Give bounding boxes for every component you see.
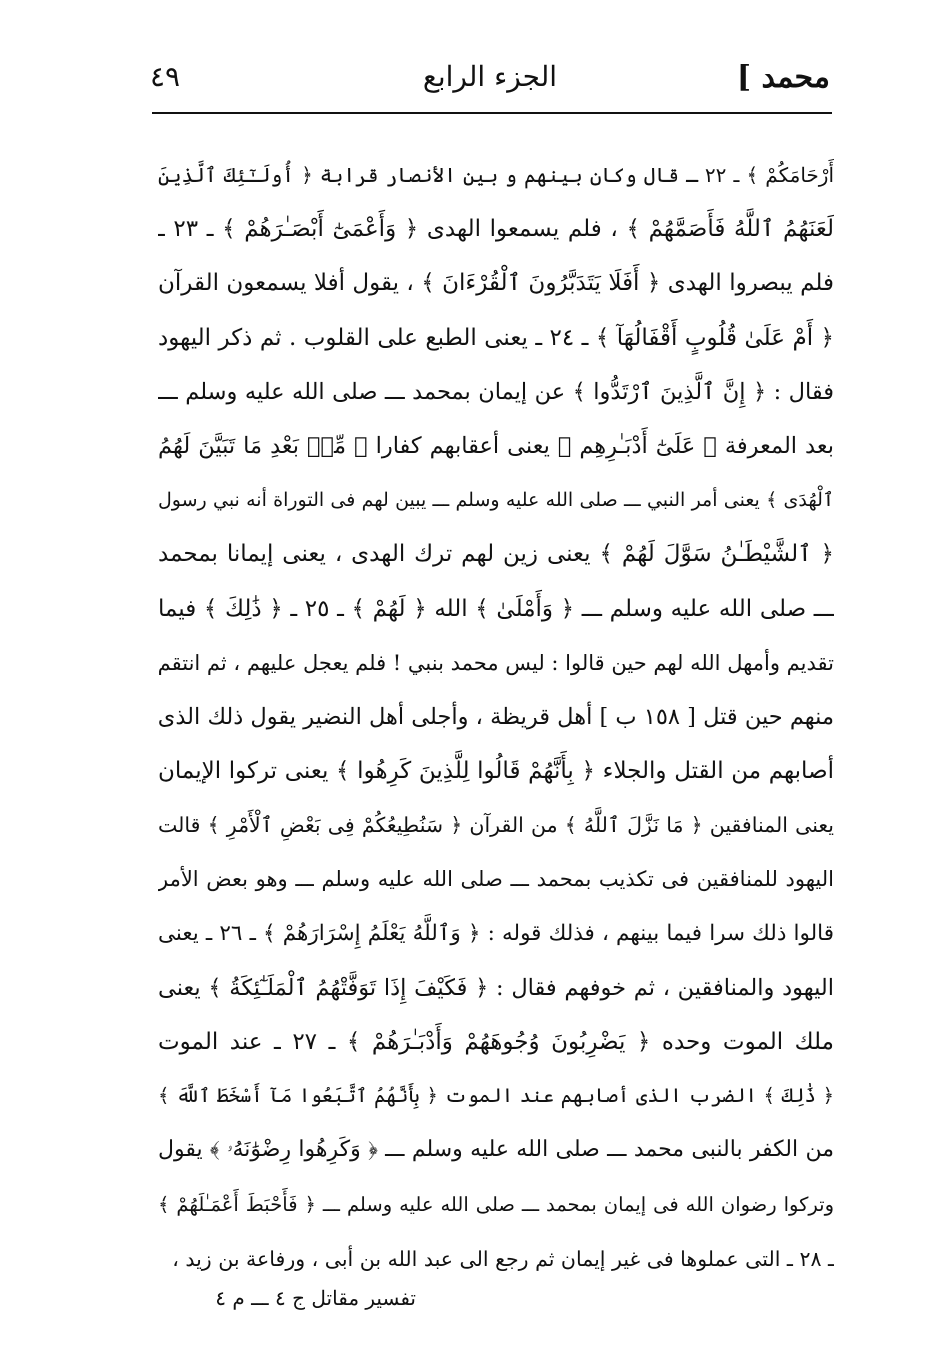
part-title: الجزء الرابع bbox=[422, 60, 558, 93]
text-line: ـــ صلى الله عليه وسلم ـــ ﴿ وَأَمْلَىٰ ﴾ الله ﴿ لَهُمْ ﴾ ـ ٢٥ ـ ﴿ ذَٰلِكَ ﴾ فيما bbox=[158, 595, 834, 622]
text-line: يعنى المنافقين ﴿ مَا نَزَّلَ ٱللَّهُ ﴾ من القرآن ﴿ سَنُطِيعُكُمْ فِى بَعْضِ ٱلْأَمْرِ ﴾ قالت bbox=[158, 813, 834, 838]
text-line: ﴿ أَمْ عَلَىٰ قُلُوبٍ أَقْفَالُهَآ ﴾ ـ ٢٤ ـ يعنى الطبع على القلوب . ثم ذكر اليهود bbox=[158, 324, 834, 351]
text-line: فقال : ﴿ إِنَّ ٱلَّذِينَ ٱرْتَدُّوا ﴾ عن إيمان بمحمد ـــ صلى الله عليه وسلم ـــ bbox=[158, 378, 834, 405]
text-line: من الكفر بالنبى محمد ـــ صلى الله عليه وسلم ـــ ﴿ وَكَرِهُوا رِضْوَٰنَهُۥ ﴾ يقول bbox=[158, 1137, 834, 1163]
text-line: اليهود والمنافقين ، ثم خوفهم فقال : ﴿ فَكَيْفَ إِذَا تَوَفَّتْهُمُ ٱلْمَلَـٰٓئِكَةُ ﴾ يعنى bbox=[158, 974, 834, 1001]
text-line: ـ ٢٨ ـ التى عملوها فى غير إيمان ثم رجع الى عبد الله بن أبى ، ورفاعة بن زيد ، bbox=[172, 1246, 834, 1271]
header-rule bbox=[152, 112, 832, 114]
commentary-body bbox=[158, 148, 834, 1286]
text-line: ﴿ ذَٰلِكَ ﴾ الضرب الذى أصابهم عند الموت ﴿ بِأَنَّهُمُ ٱتَّبَعُوا مَآ أَسْخَطَ ٱللَّهَ ﴾ bbox=[158, 1084, 834, 1108]
surah-title: محمد ] bbox=[736, 60, 830, 95]
text-line: لَعَنَهُمُ ٱللَّهُ فَأَصَمَّهُمْ ﴾ ، فلم يسمعوا الهدى ﴿ وَأَعْمَىٰٓ أَبْصَـٰرَهُمْ ﴾ ـ ٢٣ ـ bbox=[158, 216, 834, 243]
signature-line: تفسير مقاتل ج ٤ ـــ م ٤ bbox=[215, 1286, 416, 1310]
text-line: منهم حين قتل [ ١٥٨ ب ] أهل قريظة ، وأجلى أهل النضير يقول ذلك الذى bbox=[158, 703, 834, 730]
text-line: ملك الموت وحده ﴿ يَضْرِبُونَ وُجُوهَهُمْ وَأَدْبَـٰرَهُمْ ﴾ ـ ٢٧ ـ عند الموت bbox=[158, 1029, 834, 1055]
page-number: ٤٩ bbox=[150, 60, 181, 93]
text-line: ٱلْهُدَى ﴾ يعنى أمر النبي ـــ صلى الله عليه وسلم ـــ يبين لهم فى التوراة أنه نبي رسول bbox=[158, 489, 834, 512]
text-line: تقديم وأمهل الله لهم حين قالوا : ليس محمد بنبي ! فلم يعجل عليهم ، ثم انتقم bbox=[158, 650, 834, 675]
text-line: اليهود للمنافقين فى تكذيب بمحمد ـــ صلى الله عليه وسلم ـــ وهو بعض الأمر bbox=[158, 867, 834, 892]
running-header bbox=[150, 60, 830, 110]
text-line: أَرْحَامَكُمْ ﴾ ـ ٢٢ ـ قال وكان بينهم و بين الأنصار قرابة ﴿ أُولَـٰٓئِكَ ٱلَّذِينَ bbox=[158, 163, 834, 187]
text-line: أصابهم من القتل والجلاء ﴿ بِأَنَّهُمْ قَالُوا لِلَّذِينَ كَرِهُوا ﴾ يعنى تركوا الإيمان bbox=[158, 758, 834, 785]
text-line: فلم يبصروا الهدى ﴿ أَفَلَا يَتَدَبَّرُونَ ٱلْقُرْءَانَ ﴾ ، يقول أفلا يسمعون القرآن bbox=[158, 270, 834, 297]
text-line: بعد المعرفة ﴿ عَلَىٰٓ أَدْبَـٰرِهِم ﴾ يعنى أعقابهم كفارا ﴿ مِّنۢ بَعْدِ مَا تَبَيَّنَ لَهُمُ bbox=[158, 432, 834, 459]
text-line: ﴿ ٱلشَّيْطَـٰنُ سَوَّلَ لَهُمْ ﴾ يعنى زين لهم ترك الهدى ، يعنى إيمانا بمحمد bbox=[158, 541, 834, 568]
text-line: وتركوا رضوان الله فى إيمان بمحمد ـــ صلى الله عليه وسلم ـــ ﴿ فَأَحْبَطَ أَعْمَـٰلَهُمْ ﴾ bbox=[158, 1192, 834, 1216]
text-line: قالوا ذلك سرا فيما بينهم ، فذلك قوله : ﴿ وَٱللَّهُ يَعْلَمُ إِسْرَارَهُمْ ﴾ ـ ٢٦ ـ يعنى bbox=[158, 920, 834, 946]
